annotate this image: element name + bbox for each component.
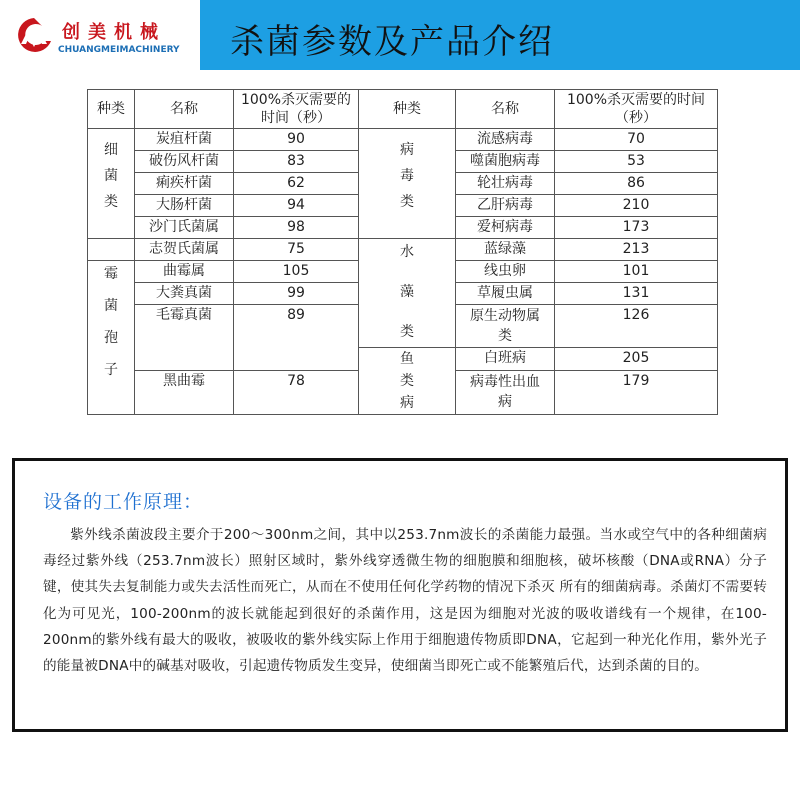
organism-name: 白班病: [456, 348, 555, 371]
kill-time: 213: [555, 239, 718, 261]
category-fish-disease: 鱼 类 病: [359, 348, 456, 415]
organism-name: 大粪真菌: [135, 283, 234, 305]
organism-name: 病毒性出血病: [456, 370, 555, 414]
organism-name: 黑曲霉: [135, 370, 234, 414]
sterilization-parameters-table-wrapper: [87, 89, 718, 415]
organism-name: 志贺氏菌属: [135, 239, 234, 261]
kill-time: 62: [234, 173, 359, 195]
logo-english-name: CHUANGMEIMACHINERY: [58, 45, 180, 55]
organism-name: 炭疽杆菌: [135, 129, 234, 151]
organism-name: 流感病毒: [456, 129, 555, 151]
organism-name: 草履虫属: [456, 283, 555, 305]
header-time-left: 100%杀灭需要的时间（秒）: [234, 90, 359, 129]
table-row: [88, 239, 718, 261]
kill-time: 173: [555, 217, 718, 239]
kill-time: 210: [555, 195, 718, 217]
header-bar: [0, 0, 800, 70]
kill-time: 126: [555, 305, 718, 348]
page-title: 杀菌参数及产品介绍: [230, 22, 554, 62]
kill-time: 98: [234, 217, 359, 239]
category-algae: 水 藻 类: [359, 239, 456, 348]
header-type-right: 种类: [359, 90, 456, 129]
kill-time: 90: [234, 129, 359, 151]
organism-name: 沙门氏菌属: [135, 217, 234, 239]
kill-time: 78: [234, 370, 359, 414]
kill-time: 131: [555, 283, 718, 305]
organism-name: 线虫卵: [456, 261, 555, 283]
kill-time: 83: [234, 151, 359, 173]
organism-name: 轮壮病毒: [456, 173, 555, 195]
organism-name: 大肠杆菌: [135, 195, 234, 217]
organism-name: 乙肝病毒: [456, 195, 555, 217]
kill-time: 75: [234, 239, 359, 261]
kill-time: 70: [555, 129, 718, 151]
table-header-row: [88, 90, 718, 129]
organism-name: 毛霉真菌: [135, 305, 234, 371]
organism-name: 爱柯病毒: [456, 217, 555, 239]
organism-name: 蓝绿藻: [456, 239, 555, 261]
organism-name: 原生动物属类: [456, 305, 555, 348]
kill-time: 99: [234, 283, 359, 305]
organism-name: 噬菌胞病毒: [456, 151, 555, 173]
kill-time: 53: [555, 151, 718, 173]
kill-time: 205: [555, 348, 718, 371]
kill-time: 179: [555, 370, 718, 414]
kill-time: 89: [234, 305, 359, 371]
kill-time: 101: [555, 261, 718, 283]
logo: [0, 0, 200, 70]
kill-time: 94: [234, 195, 359, 217]
working-principle-box: [12, 458, 788, 732]
category-virus: 病 毒 类: [359, 129, 456, 239]
kill-time: 86: [555, 173, 718, 195]
sterilization-parameters-table: [87, 89, 718, 415]
category-bacteria-continued: [88, 239, 135, 261]
header-time-right: 100%杀灭需要的时间（秒）: [555, 90, 718, 129]
logo-icon: [14, 17, 54, 53]
kill-time: 105: [234, 261, 359, 283]
logo-chinese-name: 创美机械: [62, 22, 166, 43]
organism-name: 痢疾杆菌: [135, 173, 234, 195]
header-type-left: 种类: [88, 90, 135, 129]
table-row: [88, 129, 718, 151]
header-name-left: 名称: [135, 90, 234, 129]
header-name-right: 名称: [456, 90, 555, 129]
category-bacteria: 细 菌 类: [88, 129, 135, 239]
organism-name: 曲霉属: [135, 261, 234, 283]
organism-name: 破伤风杆菌: [135, 151, 234, 173]
working-principle-text: 紫外线杀菌波段主要介于200～300nm之间，其中以253.7nm波长的杀菌能力最强。当水或空气中的各种细菌病毒经过紫外线（253.7nm波长）照射区域时，紫外线穿透微生物的细胞膜和细胞核，破坏核酸（DNA或RNA）分子键，使其失去复制能力或失去活性而死亡，从而在不使用任何化学药物的情况下杀灭 所有的细菌病毒。杀菌灯不需要转化为可见光，100-200nm的波长就能起到很好的杀菌作用，这是因为细胞对光波的吸收谱线有一个规律，在100-200nm的紫外线有最大的吸收，被吸收的紫外线实际上作用于细胞遗传物质即DNA，它起到一种光化作用，紫外光子的能量被DNA中的碱基对吸收，引起遗传物质发生变异，使细菌当即死亡或不能繁殖后代，达到杀菌的目的。: [43, 527, 767, 675]
working-principle-title: 设备的工作原理：: [43, 491, 204, 513]
category-mold-spores: 霉 菌 孢 子: [88, 261, 135, 415]
